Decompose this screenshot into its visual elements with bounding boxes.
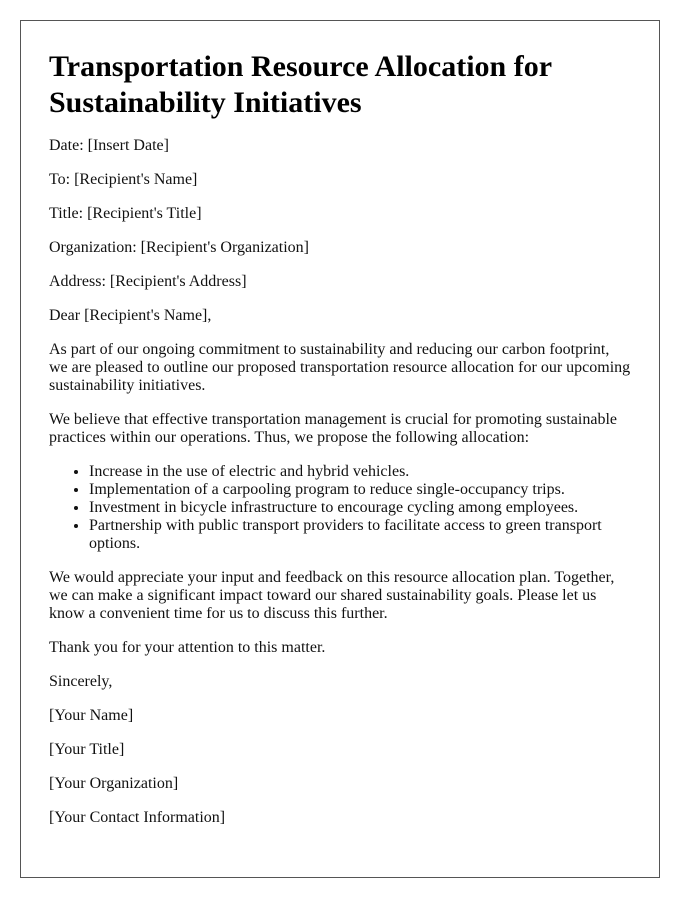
recipient-address-line: Address: [Recipient's Address] <box>49 273 247 290</box>
date-line: Date: [Insert Date] <box>49 137 169 154</box>
belief-paragraph: We believe that effective transportation management is crucial for promoting sustainable practices within our operations. Thus, we propose the following allocation: <box>49 411 617 446</box>
recipient-title-line: Title: [Recipient's Title] <box>49 205 202 222</box>
feedback-paragraph: We would appreciate your input and feedback on this resource allocation plan. Together, we can make a significant impact toward our shared sustainability goals. Please let us know a convenient time for us to discuss this further. <box>49 569 615 622</box>
signature-organization: [Your Organization] <box>49 775 179 792</box>
intro-paragraph: As part of our ongoing commitment to sustainability and reducing our carbon footprint, we are pleased to outline our proposed transportation resource allocation for our upcoming sustainability initiatives. <box>49 341 631 394</box>
signature-title: [Your Title] <box>49 741 125 758</box>
letter-title: Transportation Resource Allocation for Sustainability Initiatives <box>49 50 552 119</box>
list-item: • Partnership with public transport providers to facilitate access to green transport options. <box>89 517 631 553</box>
allocation-list <box>49 463 631 553</box>
recipient-name-line: To: [Recipient's Name] <box>49 171 198 188</box>
recipient-organization-line: Organization: [Recipient's Organization] <box>49 239 309 256</box>
closing: Sincerely, <box>49 673 113 690</box>
list-item: • Implementation of a carpooling program to reduce single-occupancy trips. <box>89 481 631 499</box>
list-item: • Increase in the use of electric and hybrid vehicles. <box>89 463 631 481</box>
list-item: • Investment in bicycle infrastructure to encourage cycling among employees. <box>89 499 631 517</box>
signature-contact: [Your Contact Information] <box>49 809 226 826</box>
thanks-paragraph: Thank you for your attention to this matter. <box>49 639 326 656</box>
letter-document <box>20 20 660 878</box>
salutation: Dear [Recipient's Name], <box>49 307 212 324</box>
signature-name: [Your Name] <box>49 707 134 724</box>
